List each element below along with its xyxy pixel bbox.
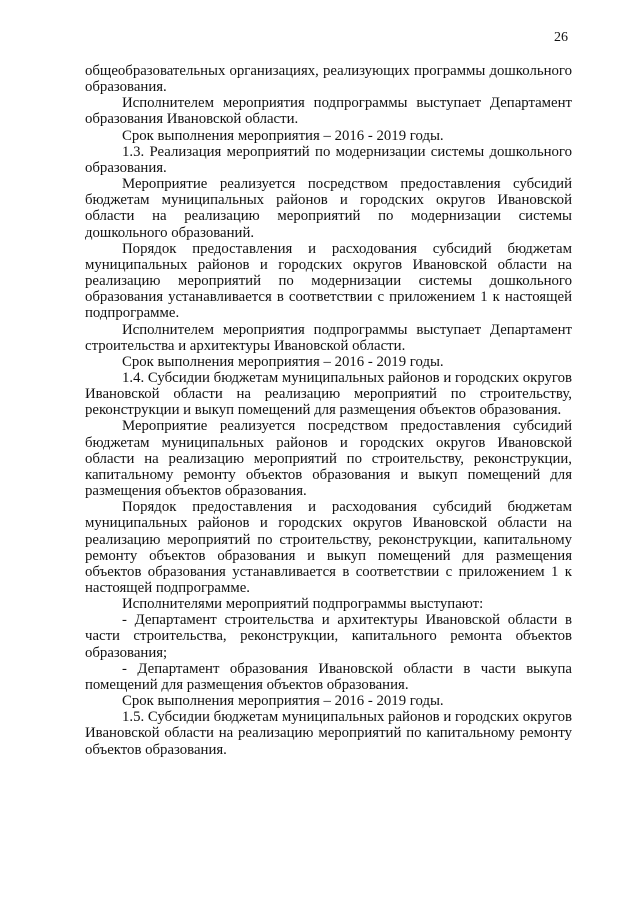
paragraph-executor: Исполнителем мероприятия подпрограммы выступает Департамент образования Ивановской области. [85,95,572,128]
paragraph-executor-item: - Департамент образования Ивановской области в части выкупа помещений для размещения объектов образования. [85,660,572,693]
paragraph-section-1-4: 1.4. Субсидии бюджетам муниципальных районов и городских округов Ивановской области на реализацию мероприятий по строительству, реконструкции и выкуп помещений для размещения объектов образования. [85,369,573,419]
document-body [85,63,572,758]
paragraph-section-1-3: 1.3. Реализация мероприятий по модернизации системы дошкольного образования. [85,143,572,176]
paragraph-implementation: Мероприятие реализуется посредством предоставления субсидий бюджетам муниципальных районов и городских округов Ивановской области на реализацию мероприятий по строительству, реконструкции, капитальному ремонту объектов образования и выкуп помещений для размещения объектов образования. [85,418,572,500]
paragraph-deadline: Срок выполнения мероприятия – 2016 - 2019 годы. [122,127,444,144]
paragraph-section-1-5: 1.5. Субсидии бюджетам муниципальных районов и городских округов Ивановской области на реализацию мероприятий по капитальному ремонту объектов образования. [85,709,573,758]
paragraph-executor-item: - Департамент строительства и архитектуры Ивановской области в части строительства, реконструкции, капитального ремонта объектов образования; [85,612,572,661]
paragraph-deadline: Срок выполнения мероприятия – 2016 - 2019 годы. [122,353,444,370]
paragraph-executor: Исполнителем мероприятия подпрограммы выступает Департамент строительства и архитектуры Ивановской области. [85,321,572,354]
paragraph-procedure: Порядок предоставления и расходования субсидий бюджетам муниципальных районов и городских округов Ивановской области на реализацию мероприятий по строительству, реконструкции, капитальному ремонту объектов образования и выкуп помещений для размещения объектов образования устанавливается в соответствии с приложением 1 к настоящей подпрограмме. [85,499,572,596]
paragraph-continuation: общеобразовательных организациях, реализующих программы дошкольного образования. [85,63,572,96]
paragraph-executors-heading: Исполнителями мероприятий подпрограммы выступают: [122,596,484,613]
paragraph-deadline: Срок выполнения мероприятия – 2016 - 2019 годы. [122,693,444,710]
paragraph-implementation: Мероприятие реализуется посредством предоставления субсидий бюджетам муниципальных районов и городских округов Ивановской области на реализацию мероприятий по модернизации системы дошкольного образований. [85,176,572,241]
paragraph-procedure: Порядок предоставления и расходования субсидий бюджетам муниципальных районов и городских округов Ивановской области на реализацию мероприятий по модернизации системы дошкольного образования устанавливается в соответствии с приложением 1 к настоящей подпрограмме. [85,240,572,322]
page-number: 26 [554,30,568,45]
